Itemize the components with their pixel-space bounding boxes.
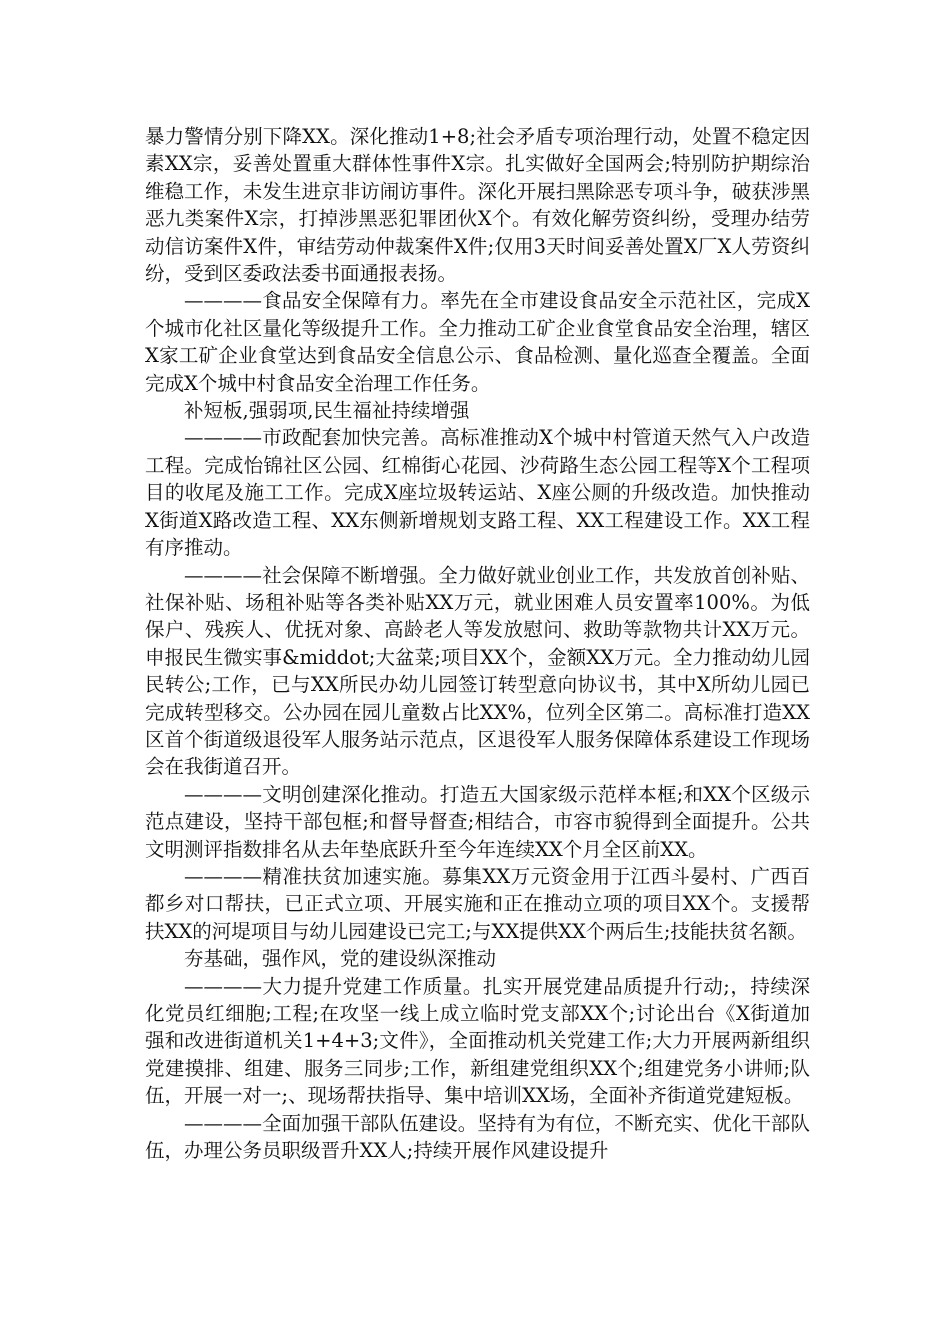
paragraph-food-safety: ————食品安全保障有力。率先在全市建设食品安全示范社区，完成X个城市化社区量化等级提升工作。全力推动工矿企业食堂食品安全治理，辖区X家工矿企业食堂达到食品安全信息公示、食品检测、量化巡查全覆盖。全面完成X个城中村食品安全治理工作任务。 xyxy=(145,289,810,395)
document-body xyxy=(145,123,810,1164)
paragraph-social-security: ————社会保障不断增强。全力做好就业创业工作，共发放首创补贴、社保补贴、场租补贴等各类补贴XX万元，就业困难人员安置率100%。为低保户、残疾人、优抚对象、高龄老人等发放慰问、救助等款物共计XX万元。申报民生微实事&middot;大盆菜;项目XX个，金额XX万元。全力推动幼儿园民转公;工作，已与XX所民办幼儿园签订转型意向协议书，其中X所幼儿园已完成转型移交。公办园在园儿童数占比XX%，位列全区第二。高标准打造XX区首个街道级退役军人服务站示范点，区退役军人服务保障体系建设工作现场会在我街道召开。 xyxy=(145,563,810,779)
paragraph-public-security: 暴力警情分别下降XX。深化推动1+8;社会矛盾专项治理行动，处置不稳定因素XX宗，妥善处置重大群体性事件X宗。扎实做好全国两会;特别防护期综治维稳工作，未发生进京非访闹访事件。深化开展扫黑除恶专项斗争，破获涉黑恶九类案件X宗，打掉涉黑恶犯罪团伙X个。有效化解劳资纠纷，受理办结劳动信访案件X件，审结劳动仲裁案件X件;仅用3天时间妥善处置X厂X人劳资纠纷，受到区委政法委书面通报表扬。 xyxy=(145,125,810,286)
paragraph-poverty-alleviation: ————精准扶贫加速实施。募集XX万元资金用于江西斗晏村、广西百都乡对口帮扶，已正式立项、开展实施和正在推动立项的项目XX个。支援帮扶XX的河堤项目与幼儿园建设已完工;与XX提供XX个两后生;技能扶贫名额。 xyxy=(145,864,810,943)
section-heading-livelihood: 补短板,强弱项,民生福祉持续增强 xyxy=(184,399,470,423)
paragraph-cadre-team: ————全面加强干部队伍建设。坚持有为有位，不断充实、优化干部队伍，办理公务员职级晋升XX人;持续开展作风建设提升 xyxy=(145,1111,810,1163)
paragraph-party-work-quality: ————大力提升党建工作质量。扎实开展党建品质提升行动;，持续深化党员红细胞;工程;在攻坚一线上成立临时党支部XX个;讨论出台《X街道加强和改进街道机关1+4+3;文件》，全面推动机关党建工作;大力开展两新组织党建摸排、组建、服务三同步;工作，新组建党组织XX个;组建党务小讲师;队伍，开展一对一;、现场帮扶指导、集中培训XX场，全面补齐街道党建短板。 xyxy=(145,974,810,1108)
paragraph-municipal-facilities: ————市政配套加快完善。高标准推动X个城中村管道天然气入户改造工程。完成怡锦社区公园、红棉街心花园、沙荷路生态公园工程等X个工程项目的收尾及施工工作。完成X座垃圾转运站、X座公厕的升级改造。加快推动X街道X路改造工程、XX东侧新增规划支路工程、XX工程建设工作。XX工程有序推动。 xyxy=(145,426,810,560)
paragraph-civilization-building: ————文明创建深化推动。打造五大国家级示范样本框;和XX个区级示范点建设，坚持干部包框;和督导督查;相结合，市容市貌得到全面提升。公共文明测评指数排名从去年垫底跃升至今年连续XX个月全区前XX。 xyxy=(145,782,810,861)
section-heading-party-building: 夯基础，强作风，党的建设纵深推动 xyxy=(184,947,497,971)
